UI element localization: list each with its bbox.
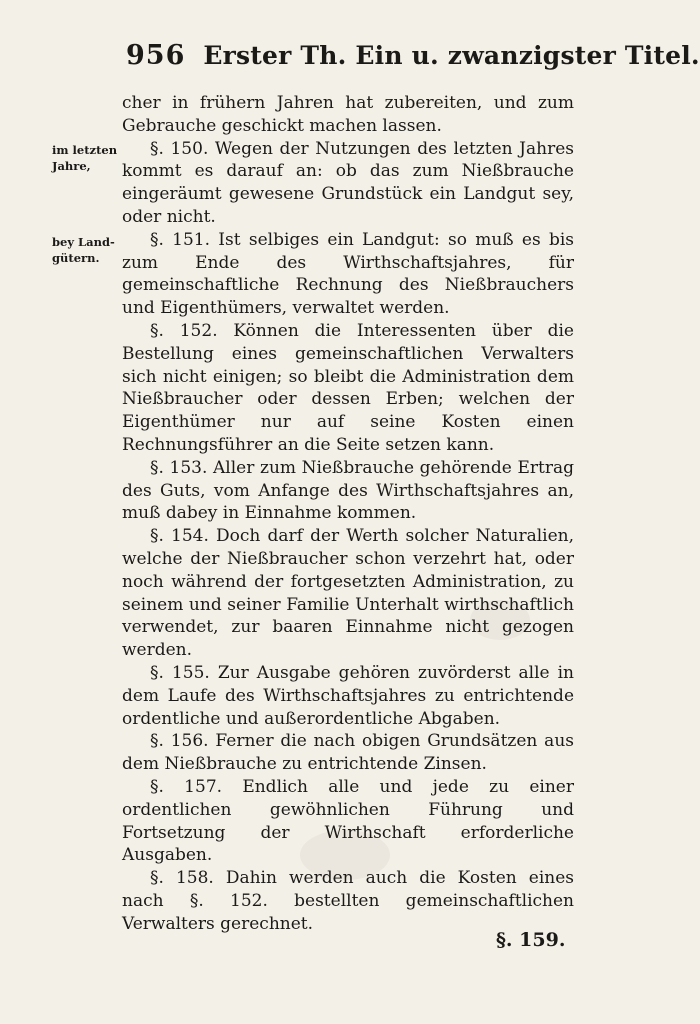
paragraph-152: §. 152. Können die Interessenten über die Bestellung eines gemeinschaftlichen Verwalters sich nicht einigen; so bleibt die Administration dem Nießbraucher oder dessen Erben; welchen der Eigenthümer nur auf seine Kosten einen Rechnungsführer an die Seite setzen kann. [122,320,574,455]
paragraph-150: §. 150. Wegen der Nutzungen des letzten Jahres kommt es darauf an: ob das zum Nießbrauche eingeräumt gewesene Grundstück ein Landgut sey, oder nicht. [122,138,574,227]
margin-note-estates: bey Land- gütern. [52,235,115,265]
running-title: Erster Th. Ein u. zwanzigster Titel. [203,41,700,70]
page-header [126,40,700,80]
paragraph-continuation: cher in frühern Jahren hat zubereiten, und zum Gebrauche geschickt machen lassen. [122,93,574,136]
body-text [122,92,574,935]
paragraph-156: §. 156. Ferner die nach obigen Grundsätzen aus dem Nießbrauche zu entrichtende Zinsen. [122,731,574,775]
margin-note-last-year: im letzten Jahre, [52,143,118,173]
paragraph-158: §. 158. Dahin werden auch die Kosten eines nach §. 152. bestellten gemeinschaftlichen Verwalters gerechnet. [122,868,574,934]
paragraph-151: §. 151. Ist selbiges ein Landgut: so muß es bis zum Ende des Wirthschaftsjahres, für gemeinschaftliche Rechnung des Nießbrauchers und Eigenthümers, verwaltet werden. [122,229,574,319]
paragraph-153: §. 153. Aller zum Nießbrauche gehörende Ertrag des Guts, vom Anfange des Wirthschaftsjahres an, muß dabey in Einnahme kommen. [122,457,574,524]
paragraph-154: §. 154. Doch darf der Werth solcher Naturalien, welche der Nießbraucher schon verzehrt hat, oder noch während der fortgesetzten Administration, zu seinem und seiner Familie Unterhalt wirthschaftlich verwendet, zur baaren Einnahme nicht gezogen werden. [122,526,574,661]
catchword: §. 159. [496,929,566,951]
paragraph-157: §. 157. Endlich alle und jede zu einer ordentlichen gewöhnlichen Führung und Fortsetzung der Wirthschaft erforderliche Ausgaben. [122,776,574,866]
paragraph-155: §. 155. Zur Ausgabe gehören zuvörderst alle in dem Laufe des Wirthschaftsjahres zu entrichtende ordentliche und außerordentliche Abgaben. [122,662,574,729]
page-number: 956 [126,40,186,71]
